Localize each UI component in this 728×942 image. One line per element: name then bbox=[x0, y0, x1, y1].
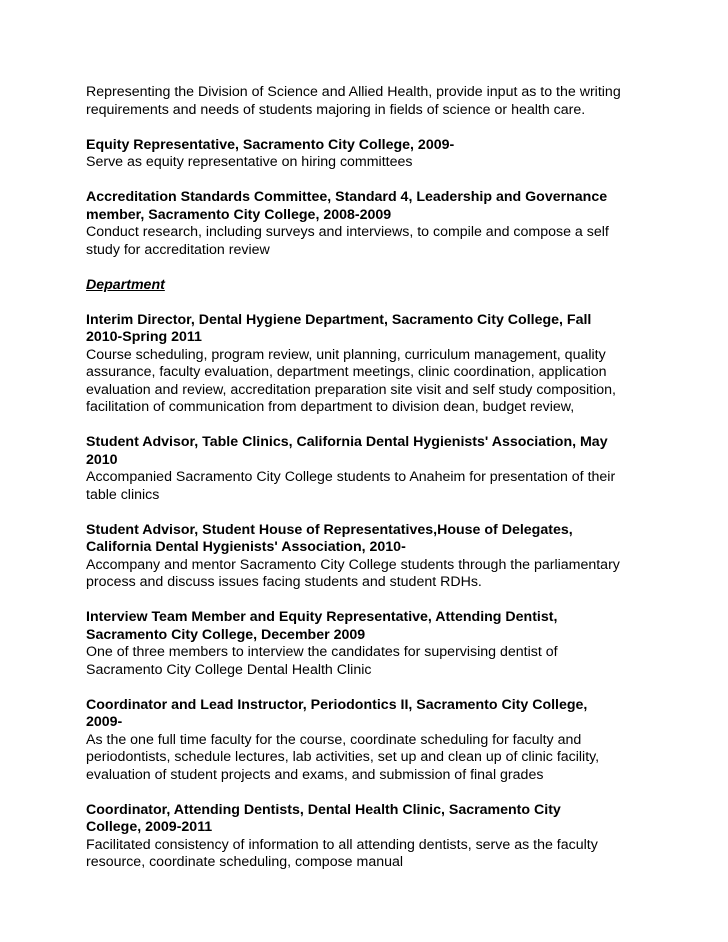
entry-student-advisor-table-clinics bbox=[86, 434, 646, 504]
entry-title: College, 2009-2011 bbox=[86, 819, 213, 835]
entry-description: periodontists, schedule lectures, lab activities, set up and clean up of clinic facility, bbox=[86, 749, 600, 765]
entry-description: Conduct research, including surveys and interviews, to compile and compose a self bbox=[86, 224, 609, 240]
entry-title: Sacramento City College, December 2009 bbox=[86, 626, 366, 643]
entry-description: Facilitated consistency of information to all attending dentists, serve as the faculty bbox=[86, 836, 598, 853]
entry-title: Student Advisor, Table Clinics, California Dental Hygienists' Association, May bbox=[86, 434, 608, 450]
entry-title: Accreditation Standards Committee, Standard 4, Leadership and Governance bbox=[86, 189, 608, 205]
entry-title: 2009- bbox=[86, 714, 123, 730]
entry-coordinator-attending-dentists bbox=[86, 802, 646, 872]
entry-title: Coordinator and Lead Instructor, Periodontics II, Sacramento City College, bbox=[86, 696, 588, 713]
intro-line: requirements and needs of students majoring in fields of science or health care. bbox=[86, 101, 586, 118]
entry-interim-director bbox=[86, 312, 646, 417]
entry-title: Interim Director, Dental Hygiene Department, Sacramento City College, Fall bbox=[86, 311, 592, 328]
entry-description: One of three members to interview the candidates for supervising dentist of bbox=[86, 644, 558, 660]
entry-title: Coordinator, Attending Dentists, Dental Health Clinic, Sacramento City bbox=[86, 801, 561, 818]
entry-equity-representative bbox=[86, 137, 646, 172]
entry-description: assurance, faculty evaluation, department meetings, clinic coordination, application bbox=[86, 364, 607, 380]
entry-description: resource, coordinate scheduling, compose manual bbox=[86, 854, 404, 870]
entry-title: Student Advisor, Student House of Representatives,House of Delegates, bbox=[86, 521, 573, 538]
entry-accreditation-committee bbox=[86, 189, 646, 259]
entry-description: Sacramento City College Dental Health Clinic bbox=[86, 661, 372, 678]
entry-description: table clinics bbox=[86, 486, 160, 503]
entry-description: Accompanied Sacramento City College students to Anaheim for presentation of their bbox=[86, 469, 616, 485]
entry-interview-team-member bbox=[86, 609, 646, 679]
entry-description: As the one full time faculty for the course, coordinate scheduling for faculty and bbox=[86, 731, 582, 748]
entry-description: evaluation of student projects and exams, and submission of final grades bbox=[86, 766, 544, 783]
entry-description: Serve as equity representative on hiring committees bbox=[86, 154, 413, 170]
entry-coordinator-periodontics bbox=[86, 697, 646, 785]
entry-title: 2010-Spring 2011 bbox=[86, 329, 202, 345]
entry-description: Course scheduling, program review, unit planning, curriculum management, quality bbox=[86, 346, 606, 363]
intro-paragraph bbox=[86, 84, 646, 119]
entry-title: California Dental Hygienists' Association, 2010- bbox=[86, 539, 406, 555]
entry-description: Accompany and mentor Sacramento City College students through the parliamentary bbox=[86, 556, 620, 573]
intro-line: Representing the Division of Science and Allied Health, provide input as to the writing bbox=[86, 84, 621, 100]
entry-title: member, Sacramento City College, 2008-2009 bbox=[86, 206, 392, 223]
document-page bbox=[86, 84, 646, 889]
entry-description: process and discuss issues facing students and student RDHs. bbox=[86, 574, 482, 590]
entry-description: study for accreditation review bbox=[86, 241, 270, 258]
entry-description: evaluation and review, accreditation preparation site visit and self study composition, bbox=[86, 381, 616, 398]
entry-description: facilitation of communication from department to division dean, budget review, bbox=[86, 399, 575, 415]
entry-student-advisor-house bbox=[86, 522, 646, 592]
entry-title: Equity Representative, Sacramento City College, 2009- bbox=[86, 136, 455, 153]
entry-title: Interview Team Member and Equity Representative, Attending Dentist, bbox=[86, 609, 558, 625]
entry-title: 2010 bbox=[86, 451, 118, 468]
section-heading-department: Department bbox=[86, 276, 165, 293]
